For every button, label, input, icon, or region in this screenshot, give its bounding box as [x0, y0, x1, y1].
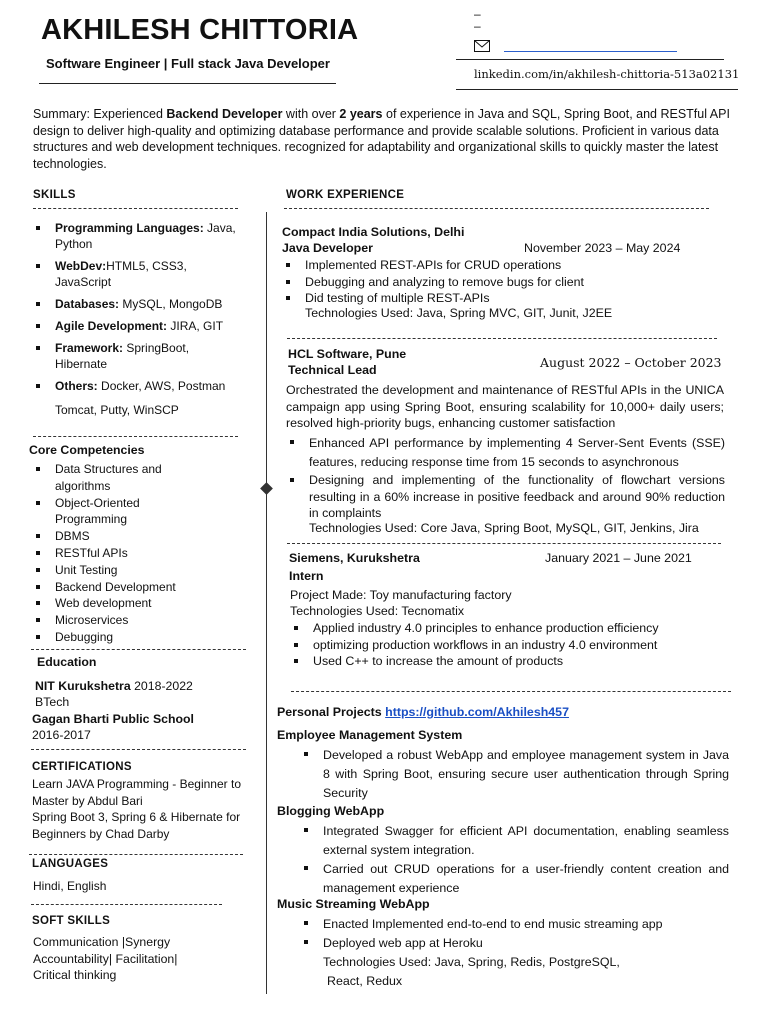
education-school: Gagan Bharti Public School [32, 712, 194, 726]
list-item: Carried out CRUD operations for a user-friendly content creation and management experience [299, 860, 729, 898]
list-item: Integrated Swagger for efficient API documentation, enabling seamless external system integration. [299, 822, 729, 860]
contact-divider-bottom [456, 89, 738, 90]
languages-value: Hindi, English [33, 879, 107, 893]
list-item: DBMS [31, 528, 211, 545]
phone-placeholder: – [474, 7, 481, 21]
divider [31, 649, 246, 650]
list-item: Developed a robust WebApp and employee management system in Java 8 with Spring Boot, ensuring secure user authentication through Spring Security [299, 746, 729, 803]
work-experience-heading: WORK EXPERIENCE [286, 189, 405, 201]
list-item: Implemented REST-APIs for CRUD operations [281, 257, 721, 274]
mail-icon [474, 40, 490, 52]
job-bullets [281, 257, 721, 307]
list-item: Programming Languages: Java, Python [31, 220, 236, 252]
list-item: Web development [31, 595, 211, 612]
certification-item: Learn JAVA Programming - Beginner to Master by Abdul Bari [32, 777, 241, 808]
job-bullets [289, 620, 729, 670]
skills-heading: SKILLS [33, 189, 76, 201]
certifications-heading: CERTIFICATIONS [32, 761, 132, 773]
list-item: WebDev:HTML5, CSS3, JavaScript [31, 258, 236, 290]
project-title: Music Streaming WebApp [277, 897, 430, 911]
certification-item: Spring Boot 3, Spring 6 & Hibernate for Beginners by Chad Darby [32, 810, 241, 841]
divider [31, 749, 246, 750]
list-item: Framework: SpringBoot, Hibernate [31, 340, 236, 372]
job-role: Intern [289, 569, 324, 583]
list-item: Debugging [31, 629, 211, 646]
project-bullets [299, 915, 729, 953]
list-item: Others: Docker, AWS, Postman [31, 378, 236, 394]
job-company: HCL Software, Pune [288, 347, 407, 361]
list-item: optimizing production workflows in an industry 4.0 environment [289, 637, 729, 654]
project-title: Blogging WebApp [277, 804, 385, 818]
linkedin-link[interactable]: linkedin.com/in/akhilesh-chittoria-513a02131 [474, 67, 740, 81]
job-tech: Technologies Used: Tecnomatix [290, 604, 465, 618]
job-project: Project Made: Toy manufacturing factory [290, 588, 512, 602]
job-dates: November 2023 – May 2024 [524, 241, 681, 255]
contact-block [474, 8, 481, 32]
email-placeholder: – [474, 19, 481, 33]
divider [33, 436, 238, 437]
soft-skill-line: Communication |Synergy [33, 935, 171, 949]
candidate-name: AKHILESH CHITTORIA [41, 14, 359, 46]
job-dates: August 2022 – October 2023 [540, 355, 722, 370]
core-competencies-list [31, 461, 211, 646]
list-item: Did testing of multiple REST-APIs [281, 290, 721, 307]
list-item: Enacted Implemented end-to-end to end music streaming app [299, 915, 729, 934]
education-school-years: 2016-2017 [32, 728, 91, 742]
list-item: Unit Testing [31, 562, 211, 579]
project-bullets [299, 746, 729, 803]
project-tech: Technologies Used: Java, Spring, Redis, PostgreSQL, React, Redux [323, 955, 620, 988]
job-company: Compact India Solutions, Delhi [282, 225, 465, 239]
divider [284, 208, 709, 209]
list-item: Microservices [31, 612, 211, 629]
job-dates: January 2021 – June 2021 [545, 551, 692, 565]
list-item: Agile Development: JIRA, GIT [31, 318, 236, 334]
soft-skills-heading: SOFT SKILLS [32, 915, 111, 927]
list-item: Object-Oriented Programming [31, 495, 211, 529]
summary-highlight: 2 years [339, 107, 383, 121]
project-title: Employee Management System [277, 728, 463, 742]
divider-diamond [260, 482, 273, 495]
contact-divider [456, 59, 724, 60]
list-item: Enhanced API performance by implementing 4 Server-Sent Events (SSE) features, reducing response time from 15 seconds to asynchronous [285, 434, 725, 472]
education-heading: Education [37, 655, 97, 669]
projects-heading: Personal Projects https://github.com/Akhilesh457 [277, 705, 569, 719]
list-item: Applied industry 4.0 principles to enhance production efficiency [289, 620, 729, 637]
list-item: Databases: MySQL, MongoDB [31, 296, 236, 312]
list-item: Designing and implementing of the functionality of flowchart versions resulting in a 60% increase in positive feedback and around 90% reduction in complaints [285, 472, 725, 522]
list-item: Backend Development [31, 579, 211, 596]
job-title: Software Engineer | Full stack Java Developer [46, 56, 330, 71]
core-competencies-heading: Core Competencies [29, 443, 145, 457]
divider [29, 854, 243, 855]
job-role: Technical Lead [288, 363, 377, 377]
job-tech: Technologies Used: Core Java, Spring Boot, MySQL, GIT, Jenkins, Jira [309, 521, 699, 535]
divider [291, 691, 731, 692]
github-link[interactable]: https://github.com/Akhilesh457 [385, 705, 569, 719]
soft-skill-line: Accountability| Facilitation| [33, 951, 178, 966]
project-bullets [299, 822, 729, 898]
email-link[interactable] [504, 51, 677, 52]
summary-highlight: Backend Developer [166, 107, 283, 121]
job-company: Siemens, Kurukshetra [289, 551, 420, 565]
job-description: Orchestrated the development and maintenance of RESTful APIs in the UNICA campaign app using Spring Boot, ensuring scalability for 10,000+ daily users; resolved high-priority bugs, enhancing customer satisfaction [286, 383, 724, 430]
list-item: Debugging and analyzing to remove bugs for client [281, 274, 721, 291]
divider [287, 543, 721, 544]
email-row [474, 39, 684, 55]
education-college: NIT Kurukshetra 2018-2022 [35, 679, 193, 693]
divider [31, 904, 222, 905]
column-divider [266, 212, 267, 994]
education-degree: BTech [35, 695, 70, 709]
languages-heading: LANGUAGES [32, 858, 109, 870]
summary-label: Summary [33, 107, 87, 121]
job-tech: Technologies Used: Java, Spring MVC, GIT, Junit, J2EE [305, 306, 613, 320]
skills-list [31, 220, 236, 400]
header-divider [39, 83, 336, 84]
soft-skills-list [33, 934, 177, 984]
job-role: Java Developer [282, 241, 373, 255]
summary: Summary: Experienced Backend Developer with over 2 years of experience in Java and SQL, Spring Boot, and RESTful API design to deliver high-quality and optimizing database performance and provide scalable solutions. Proficient in various data structures and web development techniques. recognized for adaptability and organizational skills to quickly master the latest technologies. [33, 107, 730, 171]
list-item: RESTful APIs [31, 545, 211, 562]
list-item: Deployed web app at Heroku [299, 934, 729, 953]
skills-extra: Tomcat, Putty, WinSCP [55, 403, 179, 417]
list-item: Used C++ to increase the amount of products [289, 653, 729, 670]
list-item: Data Structures and algorithms [31, 461, 211, 495]
job-bullets [285, 434, 725, 522]
soft-skill-line: Critical thinking [33, 968, 117, 982]
divider [287, 338, 717, 339]
divider [33, 208, 238, 209]
